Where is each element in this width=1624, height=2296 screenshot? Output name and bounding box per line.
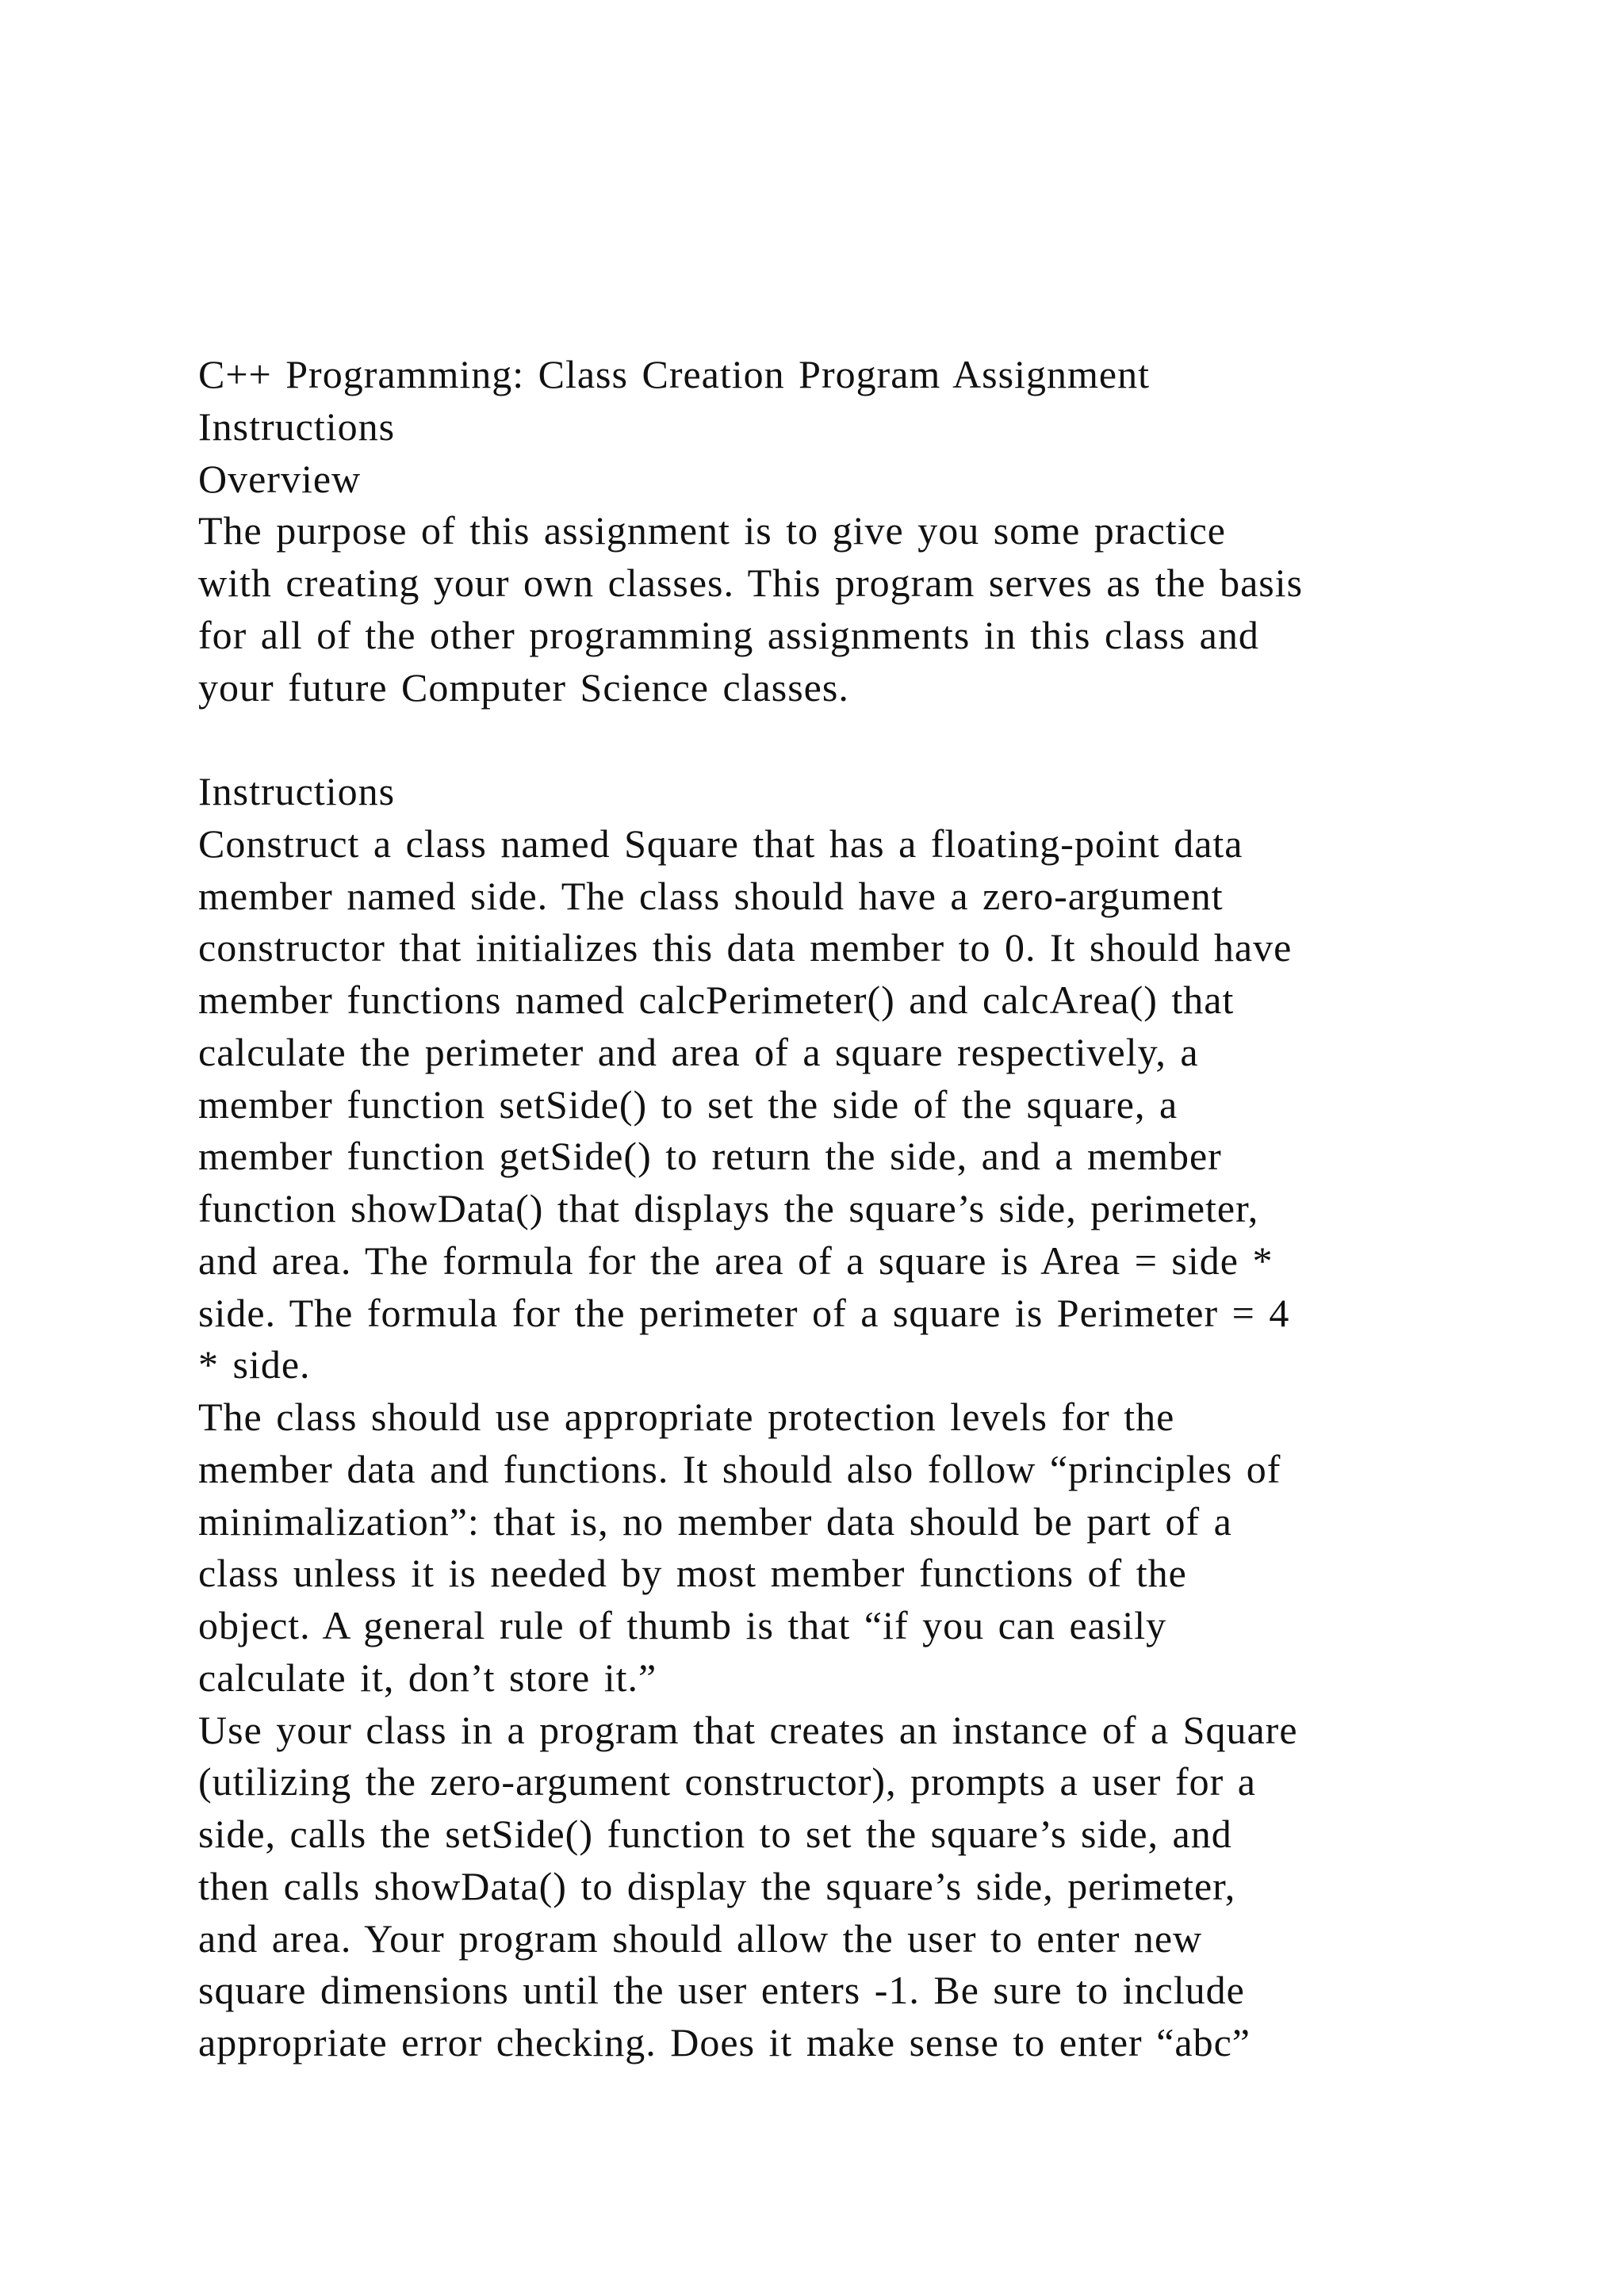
text-line: * side. [198, 1342, 311, 1387]
blank-line [198, 714, 1546, 766]
text-line: member functions named calcPerimeter() and calcArea() that [198, 978, 1235, 1022]
text-line: with creating your own classes. This program serves as the basis [198, 561, 1304, 605]
text-line: Construct a class named Square that has a floating-point data [198, 821, 1243, 866]
text-line: constructor that initializes this data member to 0. It should have [198, 925, 1293, 970]
document-title: C++ Programming: Class Creation Program Assignment [198, 352, 1150, 396]
text-line: calculate the perimeter and area of a square respectively, a [198, 1029, 1199, 1074]
text-line: and area. Your program should allow the user to enter new [198, 1915, 1203, 1961]
text-line: Use your class in a program that creates an instance of a Square [198, 1707, 1298, 1752]
section-heading-instructions: Instructions [198, 769, 396, 813]
text-line: The purpose of this assignment is to give you some practice [198, 508, 1226, 553]
section-heading-overview: Overview [198, 456, 362, 501]
text-line: member function setSide() to set the side of the square, a [198, 1081, 1178, 1127]
text-line: function showData() that displays the square’s side, perimeter, [198, 1186, 1259, 1230]
text-line: Instructions [198, 404, 396, 449]
text-line: side, calls the setSide() function to set the square’s side, and [198, 1812, 1232, 1856]
text-line: appropriate error checking. Does it make sense to enter “abc” [198, 2020, 1251, 2064]
text-line: and area. The formula for the area of a square is Area = side * [198, 1238, 1274, 1283]
text-line: member named side. The class should have a zero-argument [198, 873, 1224, 918]
text-line: member data and functions. It should also follow “principles of [198, 1446, 1281, 1491]
text-line: your future Computer Science classes. [198, 664, 849, 710]
text-line: calculate it, don’t store it.” [198, 1655, 657, 1700]
text-line: object. A general rule of thumb is that “if you can easily [198, 1603, 1167, 1647]
text-line: side. The formula for the perimeter of a square is Perimeter = 4 [198, 1290, 1290, 1335]
text-line: member function getSide() to return the side, and a member [198, 1134, 1222, 1179]
text-line: class unless it is needed by most member functions of the [198, 1551, 1187, 1596]
text-line: then calls showData() to display the square’s side, perimeter, [198, 1863, 1236, 1908]
text-line: The class should use appropriate protection levels for the [198, 1395, 1175, 1439]
document-body [198, 349, 1546, 2069]
text-line: square dimensions until the user enters -1. Be sure to include [198, 1968, 1245, 2013]
text-line: minimalization”: that is, no member data should be part of a [198, 1498, 1232, 1544]
text-line: (utilizing the zero-argument constructor), prompts a user for a [198, 1759, 1256, 1804]
text-line: for all of the other programming assignments in this class and [198, 612, 1259, 657]
